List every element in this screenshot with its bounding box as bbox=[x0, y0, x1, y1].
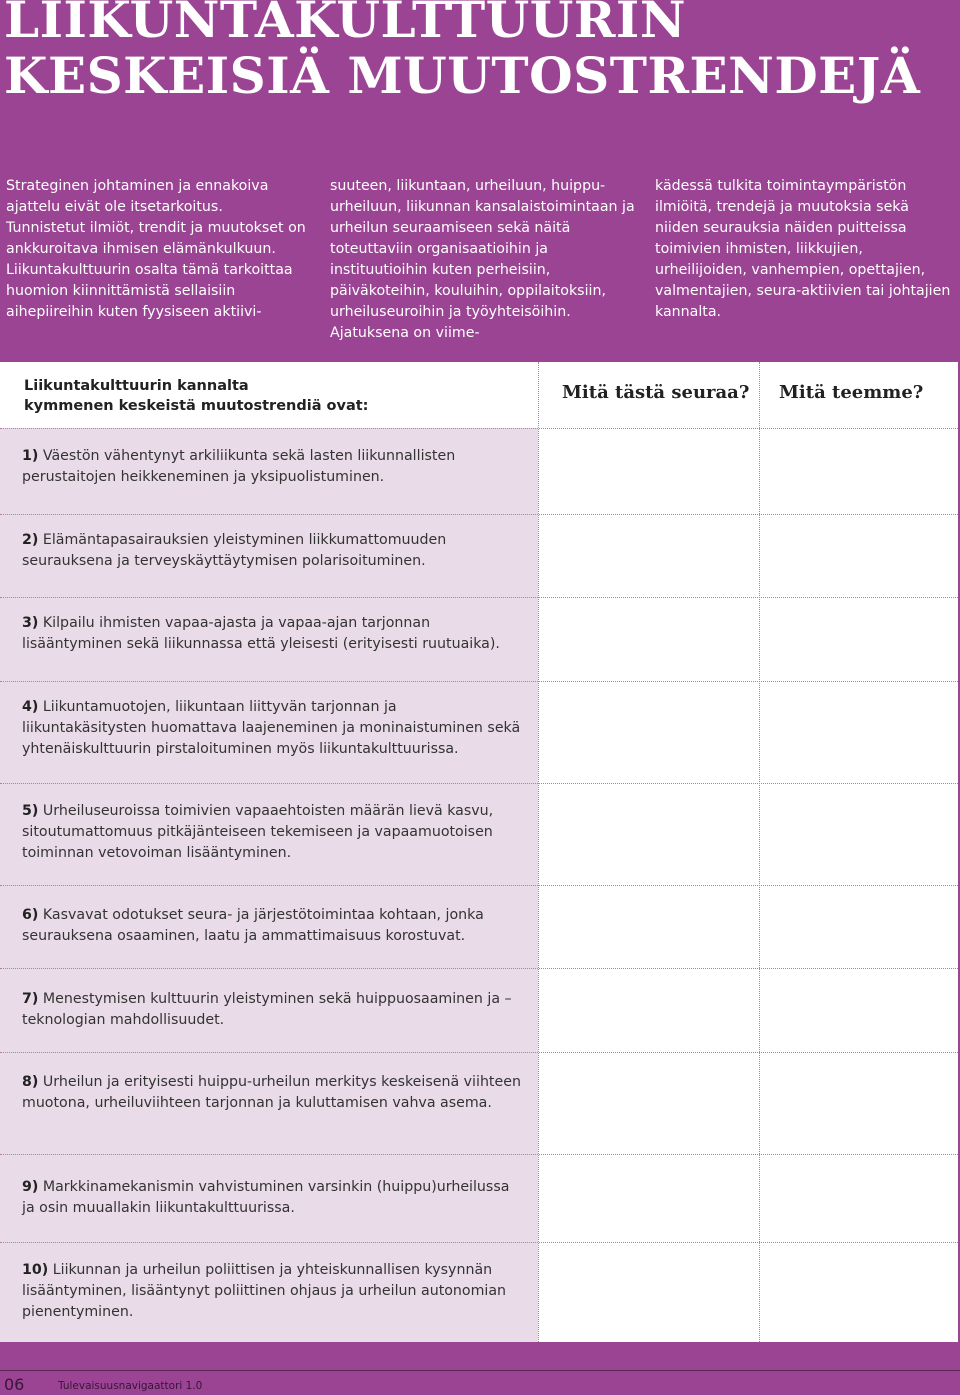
trend-number: 3) bbox=[22, 615, 39, 631]
trend-text: Kilpailu ihmisten vapaa-ajasta ja vapaa-ajan tarjonnan lisääntyminen sekä liikunnassa että yleisesti (erityisesti ruutuaika). bbox=[22, 615, 500, 652]
trend-text: Liikunnan ja urheilun poliittisen ja yhteiskunnallisen kysynnän lisääntyminen, lisääntynyt poliittinen ohjaus ja urheilun autonomian pienentyminen. bbox=[22, 1262, 507, 1320]
trend-text: Väestön vähentynyt arkiliikunta sekä lasten liikunnallisten perustaitojen heikkeneminen ja yksipuolistuminen. bbox=[22, 448, 456, 485]
trend-text: Urheilun ja erityisesti huippu-urheilun merkitys keskeisenä viihteen muotona, urheiluviihteen tarjonnan ja kuluttamisen vahva asema. bbox=[22, 1074, 521, 1111]
trend-text: Elämäntapasairauksien yleistyminen liikkumattomuuden seurauksena ja terveyskäyttäytymisen polarisoituminen. bbox=[22, 532, 447, 569]
column-divider bbox=[538, 362, 539, 1342]
trends-worksheet-table bbox=[0, 362, 958, 1342]
trend-number: 10) bbox=[22, 1262, 49, 1278]
trend-number: 6) bbox=[22, 907, 39, 923]
trend-number: 2) bbox=[22, 532, 39, 548]
column-divider bbox=[759, 362, 760, 1342]
row-divider bbox=[0, 681, 958, 682]
trend-row-7 bbox=[22, 989, 522, 1031]
trend-text: Markkinamekanismin vahvistuminen varsinkin (huippu)urheilussa ja osin muuallakin liikuntakulttuurissa. bbox=[22, 1179, 510, 1216]
table-intro-heading bbox=[24, 376, 514, 416]
intro-column-2: suuteen, liikuntaan, urheiluun, huippu-urheiluun, liikunnan kansalaistoimintaan ja urheilun seuraamiseen sekä näitä toteuttaviin organisaatioihin ja instituutioihin kuten perheisiin, päiväkoteihin, kouluihin, oppilaitoksiin, urheiluseuroihin ja työyhteisöihin. Ajatuksena on viime- bbox=[330, 178, 635, 341]
trend-row-4 bbox=[22, 697, 522, 760]
trend-row-6 bbox=[22, 905, 522, 947]
trend-number: 7) bbox=[22, 991, 39, 1007]
trend-text: Kasvavat odotukset seura- ja järjestötoimintaa kohtaan, jonka seurauksena osaaminen, laatu ja ammattimaisuus korostuvat. bbox=[22, 907, 484, 944]
row-divider bbox=[0, 885, 958, 886]
page-title bbox=[4, 0, 920, 104]
row-divider bbox=[0, 597, 958, 598]
trend-row-2 bbox=[22, 530, 522, 572]
intro-column-1: Strateginen johtaminen ja ennakoiva ajattelu eivät ole itsetarkoitus. Tunnistetut ilmiöt, trendit ja muutokset on ankkuroitava ihmisen elämänkulkuun. Liikuntakulttuurin osalta tämä tarkoittaa huomion kiinnittämistä sellaisiin aihepiireihin kuten fyysiseen aktiivi- bbox=[6, 178, 306, 320]
table-intro-line2: kymmenen keskeistä muutostrendiä ovat: bbox=[24, 398, 369, 414]
trend-text: Liikuntamuotojen, liikuntaan liittyvän tarjonnan ja liikuntakäsitysten huomattava laajeneminen ja moninaistuminen sekä yhtenäiskulttuurin pirstaloituminen myös liikuntakulttuurissa. bbox=[22, 699, 521, 757]
trend-row-5 bbox=[22, 801, 522, 864]
page-title-line1: LIIKUNTAKULTTUURIN bbox=[4, 0, 687, 49]
trend-number: 5) bbox=[22, 803, 39, 819]
row-divider bbox=[0, 968, 958, 969]
page-number: 06 bbox=[4, 1375, 25, 1394]
trend-row-1 bbox=[22, 446, 522, 488]
row-divider bbox=[0, 1154, 958, 1155]
column-header-actions: Mitä teemme? bbox=[779, 382, 924, 403]
row-divider bbox=[0, 428, 958, 429]
row-divider bbox=[0, 783, 958, 784]
trend-text: Urheiluseuroissa toimivien vapaaehtoisten määrän lievä kasvu, sitoutumattomuus pitkäjänteiseen tekemiseen ja vapaamuotoisen toiminnan vetovoiman lisääntyminen. bbox=[22, 803, 494, 861]
row-divider bbox=[0, 1242, 958, 1243]
trend-number: 9) bbox=[22, 1179, 39, 1195]
trend-number: 1) bbox=[22, 448, 39, 464]
page-title-line2: KESKEISIÄ MUUTOSTRENDEJÄ bbox=[4, 46, 921, 105]
trend-row-3 bbox=[22, 613, 522, 655]
publication-name: Tulevaisuusnavigaattori 1.0 bbox=[58, 1380, 203, 1392]
trend-row-8 bbox=[22, 1072, 522, 1114]
intro-column-3: kädessä tulkita toimintaympäristön ilmiöitä, trendejä ja muutoksia sekä niiden seurauksia näiden puitteissa toimivien ihmisten, liikkujien, urheilijoiden, vanhempien, opettajien, valmentajien, seura-aktiivien tai johtajien kannalta. bbox=[655, 178, 951, 320]
trend-row-9 bbox=[22, 1177, 522, 1219]
row-divider bbox=[0, 514, 958, 515]
trend-number: 4) bbox=[22, 699, 39, 715]
page-footer bbox=[0, 1342, 960, 1395]
footer-rule bbox=[0, 1370, 960, 1371]
table-intro-line1: Liikuntakulttuurin kannalta bbox=[24, 378, 249, 394]
row-divider bbox=[0, 1052, 958, 1053]
trend-row-10 bbox=[22, 1260, 522, 1323]
column-header-consequences: Mitä tästä seuraa? bbox=[562, 382, 750, 403]
trend-text: Menestymisen kulttuurin yleistyminen sekä huippuosaaminen ja –teknologian mahdollisuudet. bbox=[22, 991, 512, 1028]
trend-number: 8) bbox=[22, 1074, 39, 1090]
